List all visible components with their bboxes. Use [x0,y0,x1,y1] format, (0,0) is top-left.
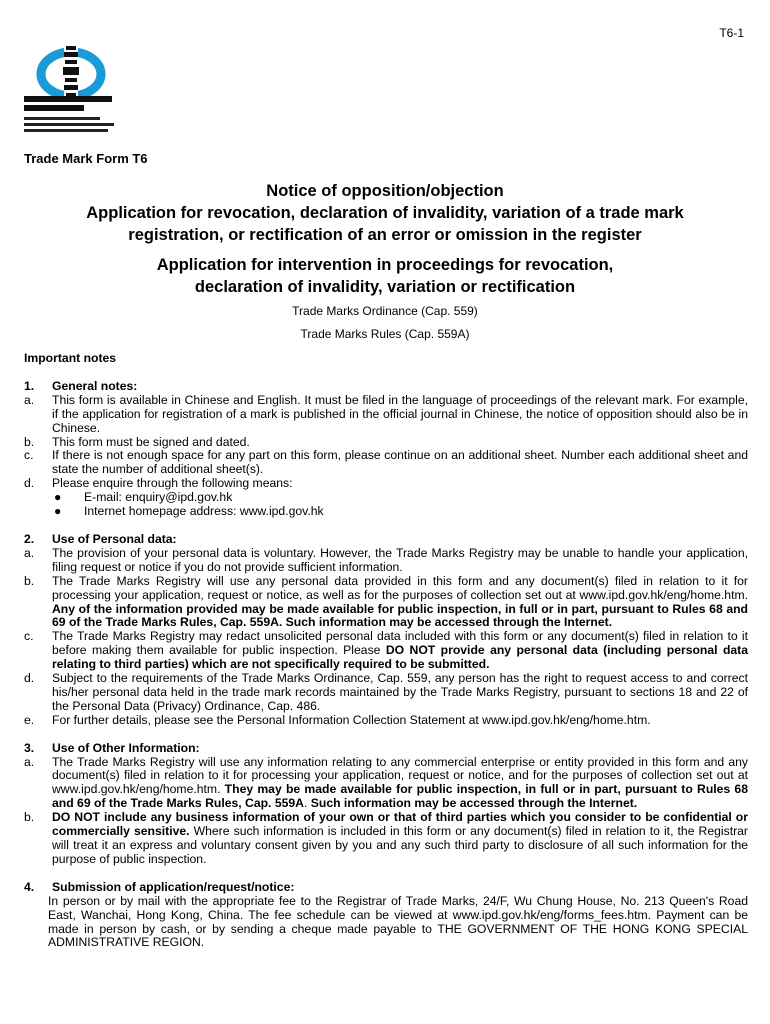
note-text [52,756,748,812]
contact-homepage [24,505,748,519]
form-code: T6-1 [719,26,744,40]
form-name: Trade Mark Form T6 [24,151,148,166]
email-text[interactable]: E-mail: enquiry@ipd.gov.hk [84,490,233,505]
notes-heading: Important notes [24,351,117,365]
bold-text: DO NOT provide any personal data (including personal data relating to third parties) which are not specifically required to be submitted. [52,643,748,672]
note-item [24,630,748,672]
subtitle-line: Application for intervention in proceedings for revocation, [156,256,614,274]
bullet-icon: ● [54,504,62,519]
bold-text: Any of the information provided may be made available for public inspection, in full or in part, pursuant to Rules 68 and 69 of the Trade Marks Rules, Cap. 559A. Such information may be accessed through the Internet. [52,601,748,630]
section-number: 3. [24,740,35,755]
note-item [24,672,748,714]
item-letter: a. [24,392,35,407]
plain-text: The Trade Marks Registry will use any information relating to any commercial enterprise or entity provided in this form and any document(s) filed in relation to it for processing your application, request or notice, and for the purposes of collection set out at www.ipd.gov.hk/eng/home.htm. [52,754,748,797]
item-letter: b. [24,810,35,825]
submission-text: In person or by mail with the appropriate fee to the Registrar of Trade Marks, 24/F, Wu Chung House, No. 213 Queen's Road East, Wanchai, Hong Kong, China. The fee schedule can be viewed at www.ipd.gov.hk/eng/forms_fees.htm. Payment can be made in person by cash, or by sending a cheque made payable to THE GOVERNMENT OF THE HONG KONG SPECIAL ADMINISTRATIVE REGION. [48,893,748,950]
note-text [52,811,748,867]
note-text: Subject to the requirements of the Trade Marks Ordinance, Cap. 559, any person has the right to request access to and correct his/her personal data held in the trade mark records maintained by the Trade Marks Registry, pursuant to sections 18 and 22 of the Personal Data (Privacy) Ordinance, Cap. 486. [52,671,748,713]
section-submission [24,881,748,951]
section-title: Submission of application/request/notice: [52,879,295,894]
item-letter: c. [24,629,34,644]
item-letter: e. [24,712,35,727]
item-letter: b. [24,434,35,449]
ipd-logo-text [24,96,120,135]
title-line: Notice of opposition/objection [266,182,504,200]
section-title: General notes: [52,378,138,393]
section-other-information [24,742,748,867]
item-letter: c. [24,448,34,463]
subtitle-line: declaration of invalidity, variation or rectification [194,278,576,296]
note-item [24,811,748,867]
plain-text: The Trade Marks Registry may redact unsolicited personal data included with this form or any document(s) filed in relation to it before making them available for public inspection. Please [52,629,748,658]
note-item [24,394,748,436]
contact-email [24,491,748,505]
note-text: Please enquire through the following means: [52,476,293,491]
note-text: The provision of your personal data is voluntary. However, the Trade Marks Registry may be unable to handle your application, filing request or notice if you do not provide sufficient information. [52,545,748,574]
bold-text: DO NOT include any business information of your own or that of third parties which you consider to be confidential or commercially sensitive. [52,810,748,839]
form-titles [24,180,746,298]
section-title: Use of Other Information: [52,740,200,755]
important-notes [24,352,748,964]
item-letter: a. [24,545,35,560]
rules-reference: Trade Marks Rules (Cap. 559A) [300,327,470,341]
bullet-icon: ● [54,490,62,505]
section-title: Use of Personal data: [52,531,177,546]
homepage-text[interactable]: Internet homepage address: www.ipd.gov.hk [84,504,324,519]
ipd-logo [36,40,106,104]
note-item [24,575,748,631]
note-item [24,436,748,450]
section-number: 1. [24,378,35,393]
plain-text: . [303,796,311,811]
title-line: Application for revocation, declaration of invalidity, variation of a trade mark [86,204,684,222]
item-letter: d. [24,476,35,491]
section-number: 4. [24,879,35,894]
note-item [24,477,748,491]
note-text: This form is available in Chinese and English. It must be filed in the language of proceedings of the relevant mark. For example, if the application for registration of a mark is published in the official journal in Chinese, the notice of opposition should also be in Chinese. [52,392,748,435]
ordinance-reference: Trade Marks Ordinance (Cap. 559) [292,304,478,318]
note-text: If there is not enough space for any part on this form, please continue on an additional sheet. Number each additional sheet and state the number of additional sheet(s). [52,448,748,477]
bold-text: Such information may be accessed through the Internet. [310,796,638,811]
note-item [24,449,748,477]
plain-text: Where such information is included in this form or any document(s) filed in relation to it, the Registrar will treat it an express and voluntary consent given by you and any such third party to disclosure of all such information for the purpose of public inspection. [52,824,748,866]
note-item [24,547,748,575]
item-letter: a. [24,754,35,769]
bold-text: They may be made available for public inspection, in full or in part, pursuant to Rules 68 and 69 of the Trade Marks Rules, Cap. 559A [52,782,748,811]
item-letter: d. [24,671,35,686]
section-general-notes [24,380,748,519]
note-item [24,756,748,812]
note-item [24,714,748,728]
note-text [52,630,748,672]
plain-text: The Trade Marks Registry will use any personal data provided in this form and any document(s) filed in relation to it for processing your application, request or notice, as well as for the purposes of collection set out at www.ipd.gov.hk/eng/home.htm. [52,573,748,602]
item-letter: b. [24,573,35,588]
section-personal-data [24,533,748,728]
title-line: registration, or rectification of an error or omission in the register [128,226,642,244]
section-number: 2. [24,531,35,546]
note-text [52,575,748,631]
note-text: This form must be signed and dated. [52,434,250,449]
note-text: For further details, please see the Personal Information Collection Statement at www.ipd.gov.hk/eng/home.htm. [52,712,651,727]
